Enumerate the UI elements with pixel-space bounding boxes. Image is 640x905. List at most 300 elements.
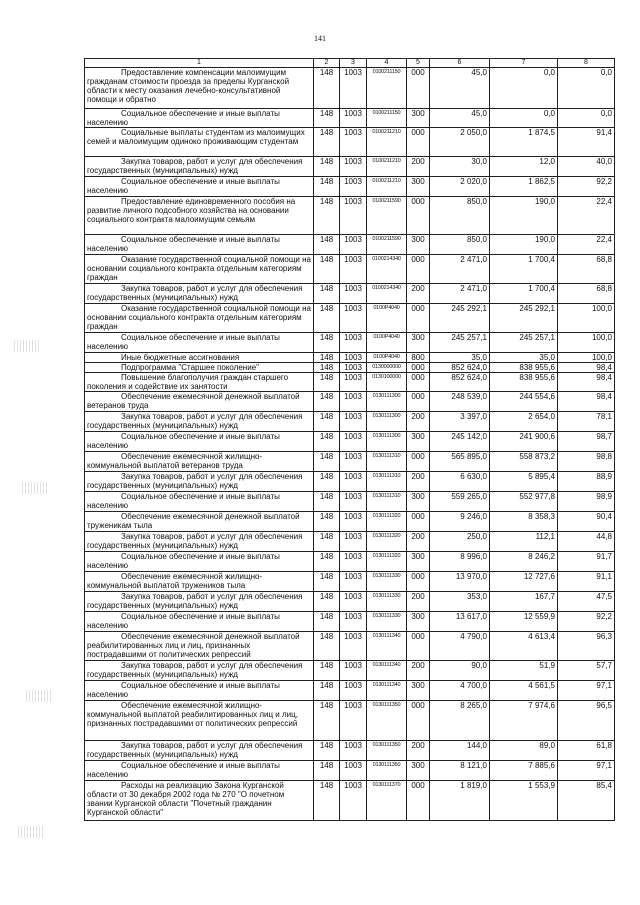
row-executed: 8 358,3	[490, 512, 558, 532]
row-name: Обеспечение ежемесячной денежной выплатой труженикам тыла	[85, 512, 314, 532]
row-section-code: 1003	[340, 741, 367, 761]
table-row	[85, 472, 615, 492]
row-percent: 22,4	[558, 235, 615, 255]
row-planned: 144,0	[430, 741, 490, 761]
row-percent: 90,4	[558, 512, 615, 532]
row-expense-type: 200	[407, 661, 430, 681]
row-percent: 68,8	[558, 284, 615, 304]
row-name: Оказание государственной социальной помощи на основании социального контракта отдельным категориям граждан	[85, 255, 314, 284]
row-section-code: 1003	[340, 68, 367, 109]
row-planned: 353,0	[430, 592, 490, 612]
table-row	[85, 284, 615, 304]
row-name: Обеспечение ежемесячной жилищно-коммунальной выплатой ветеранов труда	[85, 452, 314, 472]
row-name: Социальное обеспечение и иные выплаты населению	[85, 492, 314, 512]
row-percent: 92,2	[558, 612, 615, 632]
row-expense-type: 200	[407, 157, 430, 177]
row-planned: 8 265,0	[430, 701, 490, 741]
row-percent: 91,7	[558, 552, 615, 572]
row-section-code: 1003	[340, 392, 367, 412]
row-target-code: 0130100000	[367, 373, 407, 392]
row-expense-type: 300	[407, 492, 430, 512]
row-executed: 35,0	[490, 353, 558, 363]
row-name: Социальное обеспечение и иные выплаты населению	[85, 612, 314, 632]
row-admin-code: 148	[314, 761, 340, 781]
table-row	[85, 661, 615, 681]
row-section-code: 1003	[340, 761, 367, 781]
row-section-code: 1003	[340, 353, 367, 363]
row-target-code: 0130111310	[367, 452, 407, 472]
row-target-code: 0100211150	[367, 109, 407, 128]
row-admin-code: 148	[314, 452, 340, 472]
row-planned: 852 624,0	[430, 363, 490, 373]
row-admin-code: 148	[314, 781, 340, 821]
table-row	[85, 412, 615, 432]
table-row	[85, 255, 615, 284]
header-cell: 8	[558, 59, 615, 68]
header-cell: 1	[85, 59, 314, 68]
row-name: Подпрограмма "Старшее поколение"	[85, 363, 314, 373]
table-row	[85, 781, 615, 821]
row-executed: 1 862,5	[490, 177, 558, 197]
row-target-code: 0130111320	[367, 532, 407, 552]
row-target-code: 0130111350	[367, 701, 407, 741]
row-name: Обеспечение ежемесячной денежной выплатой ветеранов труда	[85, 392, 314, 412]
row-name: Социальные выплаты студентам из малоимущих семей и малоимущим одиноко проживающим студентам	[85, 128, 314, 157]
row-section-code: 1003	[340, 109, 367, 128]
row-admin-code: 148	[314, 392, 340, 412]
row-name: Обеспечение ежемесячной денежной выплатой реабилитированных лиц и лиц, признанных пострадавшими от политических репрессий	[85, 632, 314, 661]
row-executed: 838 955,6	[490, 363, 558, 373]
row-planned: 245 142,0	[430, 432, 490, 452]
row-percent: 61,8	[558, 741, 615, 761]
row-planned: 4 790,0	[430, 632, 490, 661]
row-admin-code: 148	[314, 741, 340, 761]
row-target-code: 0100211590	[367, 235, 407, 255]
header-row	[85, 59, 615, 68]
row-planned: 245 292,1	[430, 304, 490, 333]
scan-artifact	[26, 690, 52, 702]
row-section-code: 1003	[340, 661, 367, 681]
row-planned: 4 700,0	[430, 681, 490, 701]
row-executed: 552 977,8	[490, 492, 558, 512]
row-target-code: 0130111350	[367, 741, 407, 761]
row-name: Предоставление единовременного пособия на развитие личного подсобного хозяйства на основании социального контракта малоимущим семьям	[85, 197, 314, 235]
row-percent: 88,9	[558, 472, 615, 492]
row-executed: 12,0	[490, 157, 558, 177]
row-percent: 91,1	[558, 572, 615, 592]
row-target-code: 0100Р4040	[367, 353, 407, 363]
row-name: Социальное обеспечение и иные выплаты населению	[85, 761, 314, 781]
row-percent: 96,3	[558, 632, 615, 661]
row-planned: 850,0	[430, 235, 490, 255]
row-admin-code: 148	[314, 197, 340, 235]
row-planned: 6 630,0	[430, 472, 490, 492]
row-target-code: 0130111300	[367, 392, 407, 412]
row-planned: 8 996,0	[430, 552, 490, 572]
row-name: Социальное обеспечение и иные выплаты населению	[85, 552, 314, 572]
table-row	[85, 701, 615, 741]
row-admin-code: 148	[314, 701, 340, 741]
row-percent: 98,4	[558, 363, 615, 373]
row-target-code: 0100211210	[367, 157, 407, 177]
row-section-code: 1003	[340, 612, 367, 632]
table-row	[85, 157, 615, 177]
row-expense-type: 300	[407, 177, 430, 197]
row-section-code: 1003	[340, 157, 367, 177]
row-target-code: 0100211590	[367, 197, 407, 235]
row-expense-type: 000	[407, 68, 430, 109]
row-expense-type: 000	[407, 373, 430, 392]
row-section-code: 1003	[340, 197, 367, 235]
row-executed: 241 900,6	[490, 432, 558, 452]
row-expense-type: 200	[407, 592, 430, 612]
row-target-code: 0130111340	[367, 681, 407, 701]
table-row	[85, 197, 615, 235]
row-expense-type: 300	[407, 552, 430, 572]
row-section-code: 1003	[340, 412, 367, 432]
row-admin-code: 148	[314, 353, 340, 363]
row-target-code: 0100211210	[367, 128, 407, 157]
row-executed: 0,0	[490, 68, 558, 109]
row-percent: 78,1	[558, 412, 615, 432]
table-row	[85, 235, 615, 255]
row-percent: 98,4	[558, 373, 615, 392]
row-section-code: 1003	[340, 452, 367, 472]
row-executed: 12 727,6	[490, 572, 558, 592]
table-row	[85, 632, 615, 661]
row-executed: 7 974,6	[490, 701, 558, 741]
row-name: Обеспечение ежемесячной жилищно-коммунальной выплатой реабилитированных лиц и лиц, признанных пострадавшими от политических репрессий	[85, 701, 314, 741]
row-executed: 1 700,4	[490, 284, 558, 304]
row-executed: 1 874,5	[490, 128, 558, 157]
row-name: Иные бюджетные ассигнования	[85, 353, 314, 363]
row-executed: 245 292,1	[490, 304, 558, 333]
row-executed: 167,7	[490, 592, 558, 612]
row-percent: 0,0	[558, 109, 615, 128]
row-planned: 8 121,0	[430, 761, 490, 781]
row-expense-type: 200	[407, 412, 430, 432]
table-row	[85, 333, 615, 353]
table-row	[85, 177, 615, 197]
row-planned: 13 617,0	[430, 612, 490, 632]
row-section-code: 1003	[340, 532, 367, 552]
row-admin-code: 148	[314, 333, 340, 353]
row-percent: 98,7	[558, 432, 615, 452]
row-target-code: 0130111340	[367, 632, 407, 661]
row-target-code: 0130111320	[367, 552, 407, 572]
row-planned: 90,0	[430, 661, 490, 681]
row-expense-type: 300	[407, 612, 430, 632]
row-name: Повышение благополучия граждан старшего поколения и содействие их занятости	[85, 373, 314, 392]
header-cell: 6	[430, 59, 490, 68]
row-target-code: 0130000000	[367, 363, 407, 373]
row-section-code: 1003	[340, 177, 367, 197]
row-executed: 190,0	[490, 235, 558, 255]
row-executed: 8 246,2	[490, 552, 558, 572]
row-planned: 45,0	[430, 68, 490, 109]
row-executed: 7 885,6	[490, 761, 558, 781]
table-row	[85, 592, 615, 612]
row-section-code: 1003	[340, 592, 367, 612]
row-executed: 244 554,6	[490, 392, 558, 412]
row-expense-type: 000	[407, 512, 430, 532]
row-section-code: 1003	[340, 701, 367, 741]
row-executed: 1 700,4	[490, 255, 558, 284]
row-percent: 22,4	[558, 197, 615, 235]
row-name: Закупка товаров, работ и услуг для обеспечения государственных (муниципальных) нужд	[85, 741, 314, 761]
row-admin-code: 148	[314, 304, 340, 333]
page-number: 141	[314, 34, 326, 43]
row-expense-type: 000	[407, 572, 430, 592]
row-admin-code: 148	[314, 412, 340, 432]
row-executed: 89,0	[490, 741, 558, 761]
row-name: Социальное обеспечение и иные выплаты населению	[85, 333, 314, 353]
row-target-code: 0130111330	[367, 592, 407, 612]
row-executed: 558 873,2	[490, 452, 558, 472]
row-name: Обеспечение ежемесячной жилищно-коммунальной выплатой тружеников тыла	[85, 572, 314, 592]
row-admin-code: 148	[314, 235, 340, 255]
row-target-code: 0130111330	[367, 572, 407, 592]
row-executed: 112,1	[490, 532, 558, 552]
row-percent: 100,0	[558, 353, 615, 363]
row-expense-type: 200	[407, 284, 430, 304]
row-expense-type: 000	[407, 701, 430, 741]
row-admin-code: 148	[314, 572, 340, 592]
row-admin-code: 148	[314, 177, 340, 197]
row-planned: 30,0	[430, 157, 490, 177]
row-section-code: 1003	[340, 632, 367, 661]
table-row	[85, 353, 615, 363]
row-name: Расходы на реализацию Закона Курганской области от 30 декабря 2002 года № 270 "О почетном звании Курганской области "Почетный гражданин Курганской области"	[85, 781, 314, 821]
row-name: Оказание государственной социальной помощи на основании социального контракта отдельным категориям граждан	[85, 304, 314, 333]
row-executed: 0,0	[490, 109, 558, 128]
row-section-code: 1003	[340, 363, 367, 373]
row-target-code: 0130111310	[367, 492, 407, 512]
row-target-code: 0130111340	[367, 661, 407, 681]
scan-artifact	[22, 482, 48, 494]
row-admin-code: 148	[314, 681, 340, 701]
row-admin-code: 148	[314, 128, 340, 157]
row-expense-type: 000	[407, 392, 430, 412]
row-percent: 68,8	[558, 255, 615, 284]
row-planned: 35,0	[430, 353, 490, 363]
row-executed: 2 654,0	[490, 412, 558, 432]
row-name: Закупка товаров, работ и услуг для обеспечения государственных (муниципальных) нужд	[85, 412, 314, 432]
row-executed: 5 895,4	[490, 472, 558, 492]
table-row	[85, 741, 615, 761]
row-planned: 45,0	[430, 109, 490, 128]
table-row	[85, 492, 615, 512]
row-section-code: 1003	[340, 284, 367, 304]
row-expense-type: 000	[407, 304, 430, 333]
row-planned: 852 624,0	[430, 373, 490, 392]
row-section-code: 1003	[340, 492, 367, 512]
scan-artifact	[14, 340, 40, 352]
row-admin-code: 148	[314, 68, 340, 109]
row-name: Закупка товаров, работ и услуг для обеспечения государственных (муниципальных) нужд	[85, 472, 314, 492]
row-name: Социальное обеспечение и иные выплаты населению	[85, 235, 314, 255]
table-row	[85, 373, 615, 392]
row-executed: 4 613,4	[490, 632, 558, 661]
header-cell: 3	[340, 59, 367, 68]
row-admin-code: 148	[314, 552, 340, 572]
row-name: Закупка товаров, работ и услуг для обеспечения государственных (муниципальных) нужд	[85, 661, 314, 681]
row-executed: 51,9	[490, 661, 558, 681]
row-name: Закупка товаров, работ и услуг для обеспечения государственных (муниципальных) нужд	[85, 157, 314, 177]
table-row	[85, 392, 615, 412]
row-expense-type: 300	[407, 235, 430, 255]
row-planned: 248 539,0	[430, 392, 490, 412]
header-cell: 2	[314, 59, 340, 68]
row-expense-type: 000	[407, 128, 430, 157]
table-row	[85, 452, 615, 472]
table-body	[85, 68, 615, 821]
row-section-code: 1003	[340, 128, 367, 157]
row-planned: 13 970,0	[430, 572, 490, 592]
row-expense-type: 300	[407, 681, 430, 701]
row-percent: 44,8	[558, 532, 615, 552]
row-planned: 245 257,1	[430, 333, 490, 353]
row-expense-type: 200	[407, 532, 430, 552]
row-percent: 97,1	[558, 761, 615, 781]
row-planned: 2 020,0	[430, 177, 490, 197]
row-percent: 91,4	[558, 128, 615, 157]
header-cell: 7	[490, 59, 558, 68]
row-planned: 2 050,0	[430, 128, 490, 157]
row-section-code: 1003	[340, 572, 367, 592]
table-row	[85, 612, 615, 632]
row-admin-code: 148	[314, 363, 340, 373]
row-percent: 98,8	[558, 452, 615, 472]
row-expense-type: 000	[407, 632, 430, 661]
row-percent: 40,0	[558, 157, 615, 177]
row-expense-type: 000	[407, 255, 430, 284]
row-percent: 98,9	[558, 492, 615, 512]
row-section-code: 1003	[340, 512, 367, 532]
row-admin-code: 148	[314, 612, 340, 632]
row-expense-type: 000	[407, 781, 430, 821]
header-cell: 5	[407, 59, 430, 68]
row-section-code: 1003	[340, 304, 367, 333]
row-percent: 47,5	[558, 592, 615, 612]
row-target-code: 0100214340	[367, 255, 407, 284]
row-admin-code: 148	[314, 284, 340, 304]
row-name: Предоставление компенсации малоимущим гражданам стоимости проезда за пределы Курганской области к месту оказания лечебно-консультативной помощи и обратно	[85, 68, 314, 109]
row-planned: 850,0	[430, 197, 490, 235]
row-planned: 1 819,0	[430, 781, 490, 821]
table-row	[85, 512, 615, 532]
row-percent: 98,4	[558, 392, 615, 412]
row-admin-code: 148	[314, 255, 340, 284]
row-executed: 838 955,6	[490, 373, 558, 392]
row-percent: 0,0	[558, 68, 615, 109]
row-target-code: 0100211210	[367, 177, 407, 197]
row-admin-code: 148	[314, 373, 340, 392]
row-target-code: 0130111300	[367, 412, 407, 432]
row-executed: 12 559,9	[490, 612, 558, 632]
row-section-code: 1003	[340, 681, 367, 701]
row-target-code: 0100214340	[367, 284, 407, 304]
row-admin-code: 148	[314, 632, 340, 661]
row-planned: 3 397,0	[430, 412, 490, 432]
row-name: Социальное обеспечение и иные выплаты населению	[85, 109, 314, 128]
row-target-code: 0130111300	[367, 432, 407, 452]
row-admin-code: 148	[314, 472, 340, 492]
row-section-code: 1003	[340, 255, 367, 284]
row-percent: 100,0	[558, 333, 615, 353]
row-target-code: 0130111310	[367, 472, 407, 492]
row-planned: 2 471,0	[430, 255, 490, 284]
row-section-code: 1003	[340, 781, 367, 821]
table-row	[85, 432, 615, 452]
table-row	[85, 363, 615, 373]
row-section-code: 1003	[340, 472, 367, 492]
table-row	[85, 304, 615, 333]
table-row	[85, 68, 615, 109]
row-section-code: 1003	[340, 552, 367, 572]
table-row	[85, 552, 615, 572]
table-row	[85, 109, 615, 128]
row-name: Социальное обеспечение и иные выплаты населению	[85, 177, 314, 197]
row-target-code: 0100Р4040	[367, 304, 407, 333]
row-target-code: 0100Р4040	[367, 333, 407, 353]
row-percent: 85,4	[558, 781, 615, 821]
row-expense-type: 300	[407, 333, 430, 353]
row-percent: 92,2	[558, 177, 615, 197]
row-planned: 2 471,0	[430, 284, 490, 304]
row-planned: 565 895,0	[430, 452, 490, 472]
row-target-code: 0100211150	[367, 68, 407, 109]
row-target-code: 0130111370	[367, 781, 407, 821]
row-expense-type: 200	[407, 472, 430, 492]
row-expense-type: 200	[407, 741, 430, 761]
row-admin-code: 148	[314, 492, 340, 512]
row-section-code: 1003	[340, 235, 367, 255]
row-expense-type: 000	[407, 363, 430, 373]
row-name: Социальное обеспечение и иные выплаты населению	[85, 432, 314, 452]
table-row	[85, 761, 615, 781]
row-expense-type: 000	[407, 197, 430, 235]
row-percent: 100,0	[558, 304, 615, 333]
row-name: Закупка товаров, работ и услуг для обеспечения государственных (муниципальных) нужд	[85, 592, 314, 612]
row-planned: 250,0	[430, 532, 490, 552]
table-row	[85, 681, 615, 701]
row-admin-code: 148	[314, 512, 340, 532]
row-admin-code: 148	[314, 109, 340, 128]
row-expense-type: 800	[407, 353, 430, 363]
row-target-code: 0130111350	[367, 761, 407, 781]
table-row	[85, 128, 615, 157]
row-executed: 245 257,1	[490, 333, 558, 353]
table-row	[85, 572, 615, 592]
row-percent: 96,5	[558, 701, 615, 741]
row-section-code: 1003	[340, 373, 367, 392]
row-expense-type: 300	[407, 761, 430, 781]
row-target-code: 0130111320	[367, 512, 407, 532]
row-admin-code: 148	[314, 157, 340, 177]
row-executed: 190,0	[490, 197, 558, 235]
row-expense-type: 300	[407, 109, 430, 128]
row-target-code: 0130111330	[367, 612, 407, 632]
row-admin-code: 148	[314, 432, 340, 452]
row-admin-code: 148	[314, 592, 340, 612]
budget-table	[84, 58, 615, 821]
row-name: Закупка товаров, работ и услуг для обеспечения государственных (муниципальных) нужд	[85, 284, 314, 304]
header-cell: 4	[367, 59, 407, 68]
row-percent: 57,7	[558, 661, 615, 681]
row-section-code: 1003	[340, 333, 367, 353]
row-admin-code: 148	[314, 661, 340, 681]
